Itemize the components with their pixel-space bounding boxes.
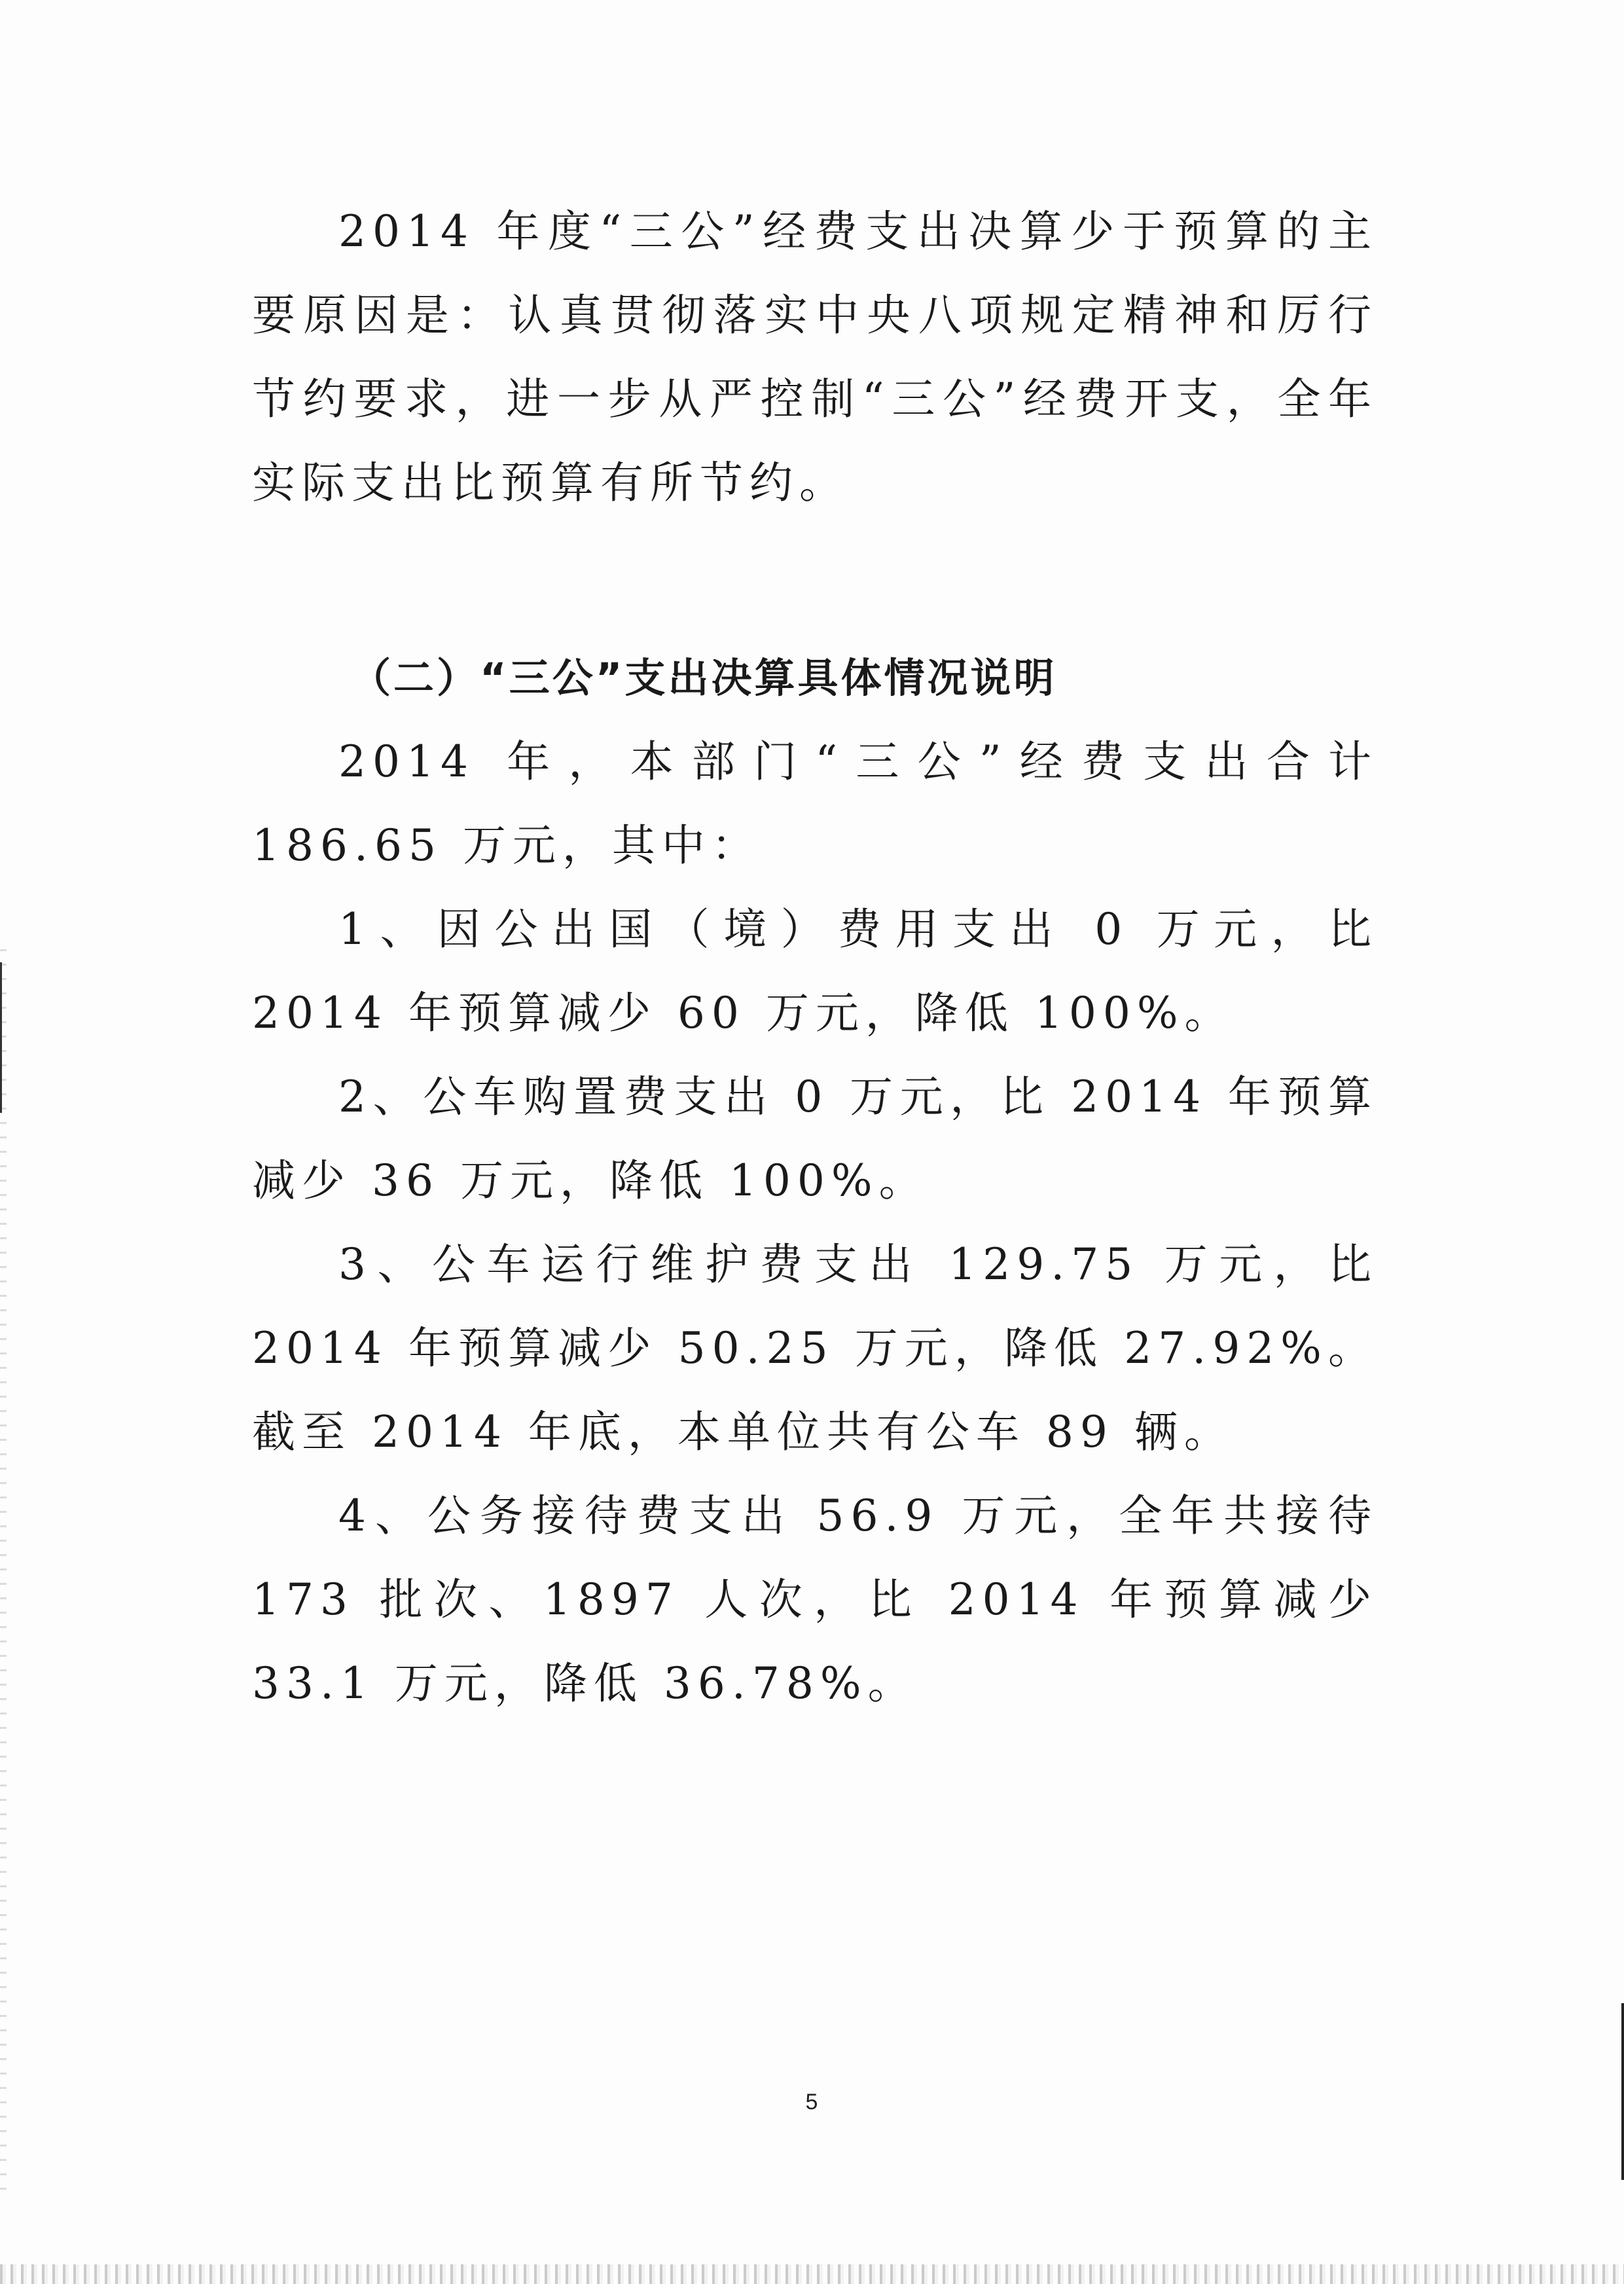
total-paragraph: 2014 年，本部门“三公”经费支出合计 186.65 万元，其中： bbox=[252, 736, 1378, 871]
list-item-vehicle-purchase: 2、公车购置费支出 0 万元，比 2014 年预算减少 36 万元，降低 100%。 bbox=[252, 1072, 1378, 1206]
document-body bbox=[252, 190, 1378, 1726]
section-heading: （二）“三公”支出决算具体情况说明 bbox=[350, 654, 1057, 702]
list-item-official-reception: 4、公务接待费支出 56.9 万元，全年共接待 173 批次、1897 人次，比 2014 年预算减少 33.1 万元，降低 36.78%。 bbox=[252, 1491, 1378, 1709]
scan-edge-speckle bbox=[0, 949, 7, 2193]
list-item-vehicle-maintenance: 3、公车运行维护费支出 129.75 万元，比 2014 年预算减少 50.25 万元，降低 27.92%。截至 2014 年底，本单位共有公车 89 辆。 bbox=[252, 1239, 1378, 1457]
scan-edge-line-left bbox=[0, 962, 6, 1113]
list-item-overseas-travel: 1、因公出国（境）费用支出 0 万元，比 2014 年预算减少 60 万元，降低 100%。 bbox=[252, 904, 1378, 1038]
intro-paragraph: 2014 年度“三公”经费支出决算少于预算的主要原因是：认真贯彻落实中央八项规定精神和厉行节约要求，进一步从严控制“三公”经费开支，全年实际支出比预算有所节约。 bbox=[252, 206, 1378, 508]
scan-bottom-edge bbox=[0, 2264, 1624, 2284]
scan-edge-line-right bbox=[1617, 2003, 1624, 2180]
page-number: 5 bbox=[805, 2090, 818, 2114]
